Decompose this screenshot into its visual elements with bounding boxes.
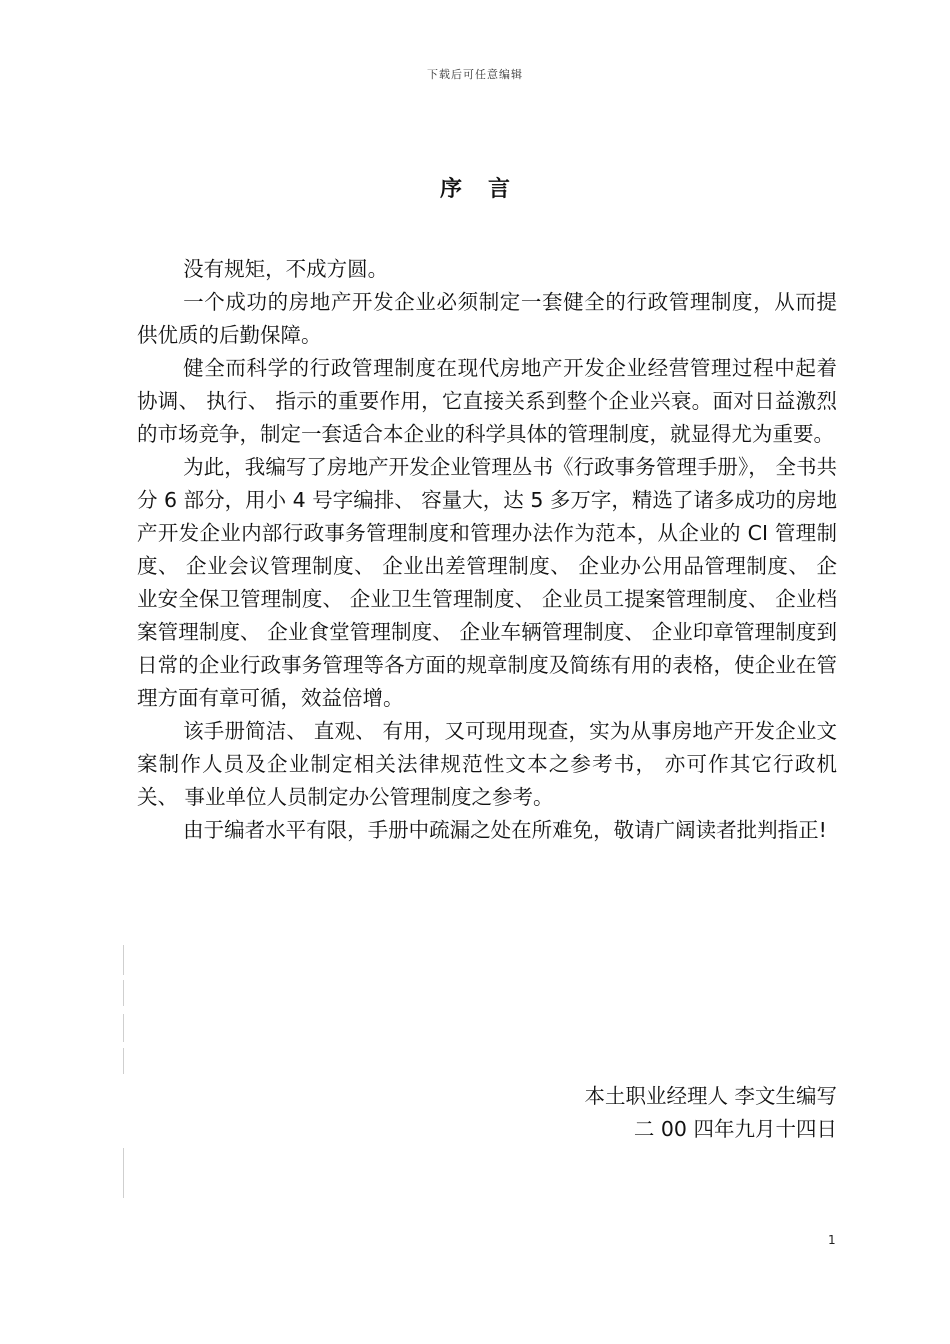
paragraph-5: 该手册简洁、 直观、 有用，又可现用现查，实为从事房地产开发企业文案制作人员及企业制定相关法律规范性文本之参考书， 亦可作其它行政机关、 事业单位人员制定办公管理制度之参考。 <box>137 719 837 809</box>
paragraph-3: 健全而科学的行政管理制度在现代房地产开发企业经营管理过程中起着协调、 执行、 指示的重要作用，它直接关系到整个企业兴衰。面对日益激烈的市场竞争，制定一套适合本企业的科学具体的管理制度，就显得尤为重要。 <box>137 356 837 446</box>
page-number: 1 <box>828 1233 836 1247</box>
preface-body <box>137 253 837 847</box>
paragraph-1: 没有规矩，不成方圆。 <box>183 257 389 281</box>
margin-mark <box>123 980 124 1006</box>
paragraph-4: 为此，我编写了房地产开发企业管理丛书《行政事务管理手册》， 全书共分 6 部分，用小 4 号字编排、 容量大，达 5 多万字，精选了诸多成功的房地产开发企业内部行政事务管理制度和管理办法作为范本，从企业的 CI 管理制度、 企业会议管理制度、 企业出差管理制度、 企业办公用品管理制度、 企业安全保卫管理制度、 企业卫生管理制度、 企业员工提案管理制度、 企业档案管理制度、 企业食堂管理制度、 企业车辆管理制度、 企业印章管理制度到日常的企业行政事务管理等各方面的规章制度及简练有用的表格，使企业在管理方面有章可循，效益倍增。 <box>137 455 837 710</box>
margin-mark <box>123 945 124 975</box>
paragraph-6: 由于编者水平有限，手册中疏漏之处在所难免，敬请广阔读者批判指正! <box>183 818 827 842</box>
signature-date: 二 00 四年九月十四日 <box>633 1117 837 1141</box>
header-note: 下载后可任意编辑 <box>427 68 523 81</box>
page-title: 序言 <box>439 177 536 202</box>
margin-mark <box>123 1148 124 1198</box>
paragraph-2: 一个成功的房地产开发企业必须制定一套健全的行政管理制度，从而提供优质的后勤保障。 <box>137 290 837 347</box>
signature-author: 本土职业经理人 李文生编写 <box>584 1084 837 1108</box>
margin-mark <box>123 1014 124 1042</box>
margin-mark <box>123 1048 124 1074</box>
